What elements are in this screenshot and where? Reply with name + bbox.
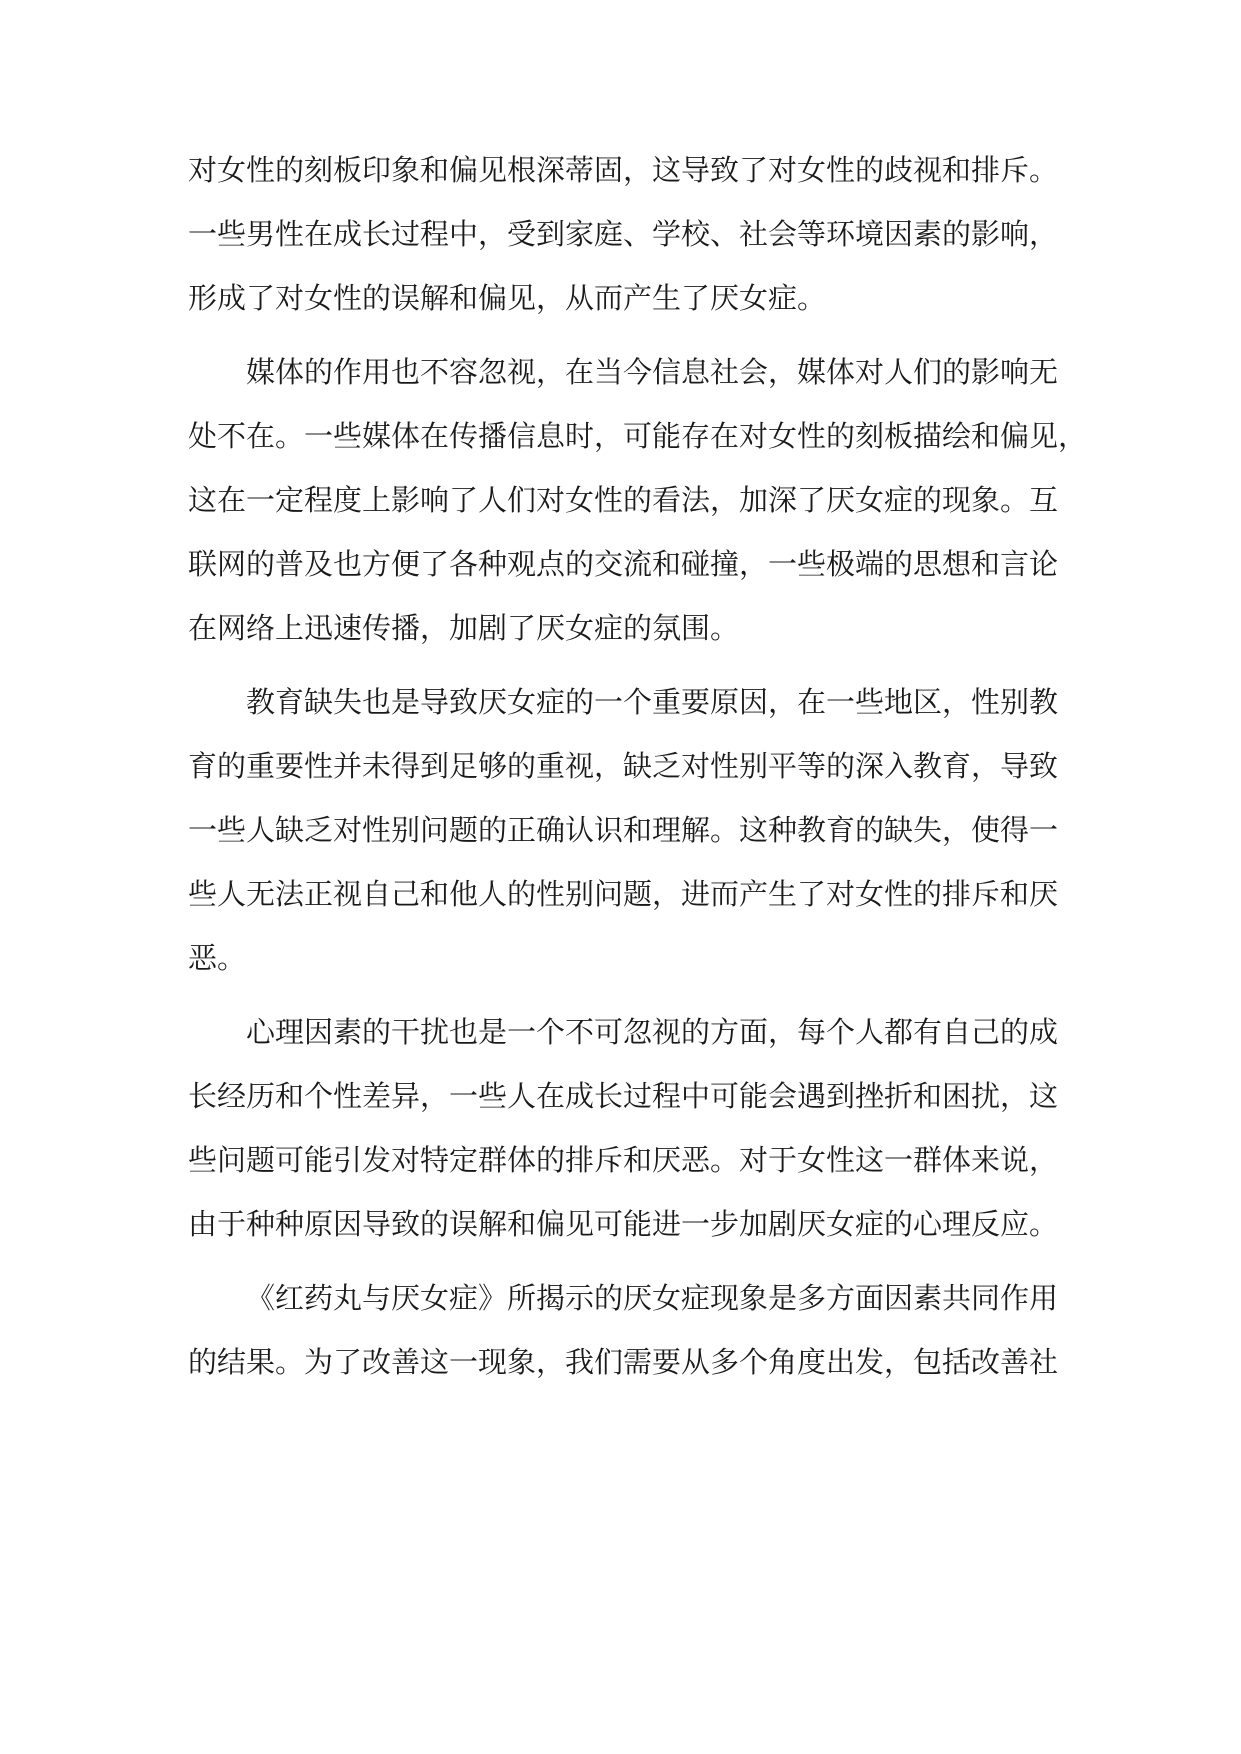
text-line: 一些人缺乏对性别问题的正确认识和理解。这种教育的缺失，使得一 xyxy=(188,813,1059,847)
paragraph-1 xyxy=(188,138,1058,330)
text-line: 由于种种原因导致的误解和偏见可能进一步加剧厌女症的心理反应。 xyxy=(188,1207,1059,1241)
text-line: 些问题可能引发对特定群体的排斥和厌恶。对于女性这一群体来说， xyxy=(188,1143,1059,1177)
text-line: 《红药丸与厌女症》所揭示的厌女症现象是多方面因素共同作用 xyxy=(246,1281,1059,1315)
text-line: 长经历和个性差异，一些人在成长过程中可能会遇到挫折和困扰，这 xyxy=(188,1079,1059,1113)
text-line: 在网络上迅速传播，加剧了厌女症的氛围。 xyxy=(188,611,740,645)
text-line: 育的重要性并未得到足够的重视，缺乏对性别平等的深入教育，导致 xyxy=(188,749,1059,783)
paragraph-2 xyxy=(188,340,1088,660)
text-line: 的结果。为了改善这一现象，我们需要从多个角度出发，包括改善社 xyxy=(188,1345,1059,1379)
text-line: 媒体的作用也不容忽视，在当今信息社会，媒体对人们的影响无 xyxy=(246,355,1059,389)
paragraph-4 xyxy=(188,1000,1058,1256)
text-line: 处不在。一些媒体在传播信息时，可能存在对女性的刻板描绘和偏见， xyxy=(188,419,1088,453)
text-line: 联网的普及也方便了各种观点的交流和碰撞，一些极端的思想和言论 xyxy=(188,547,1059,581)
body-text xyxy=(188,138,1088,1394)
text-line: 些人无法正视自己和他人的性别问题，进而产生了对女性的排斥和厌 xyxy=(188,877,1059,911)
text-line: 一些男性在成长过程中，受到家庭、学校、社会等环境因素的影响， xyxy=(188,217,1059,251)
text-line: 这在一定程度上影响了人们对女性的看法，加深了厌女症的现象。互 xyxy=(188,483,1059,517)
text-line: 对女性的刻板印象和偏见根深蒂固，这导致了对女性的歧视和排斥。 xyxy=(188,153,1059,187)
paragraph-5 xyxy=(188,1266,1058,1394)
text-line: 形成了对女性的误解和偏见，从而产生了厌女症。 xyxy=(188,281,827,315)
text-line: 心理因素的干扰也是一个不可忽视的方面，每个人都有自己的成 xyxy=(246,1015,1059,1049)
text-line: 恶。 xyxy=(188,941,247,975)
text-line: 教育缺失也是导致厌女症的一个重要原因，在一些地区，性别教 xyxy=(246,685,1059,719)
paragraph-3 xyxy=(188,670,1058,990)
